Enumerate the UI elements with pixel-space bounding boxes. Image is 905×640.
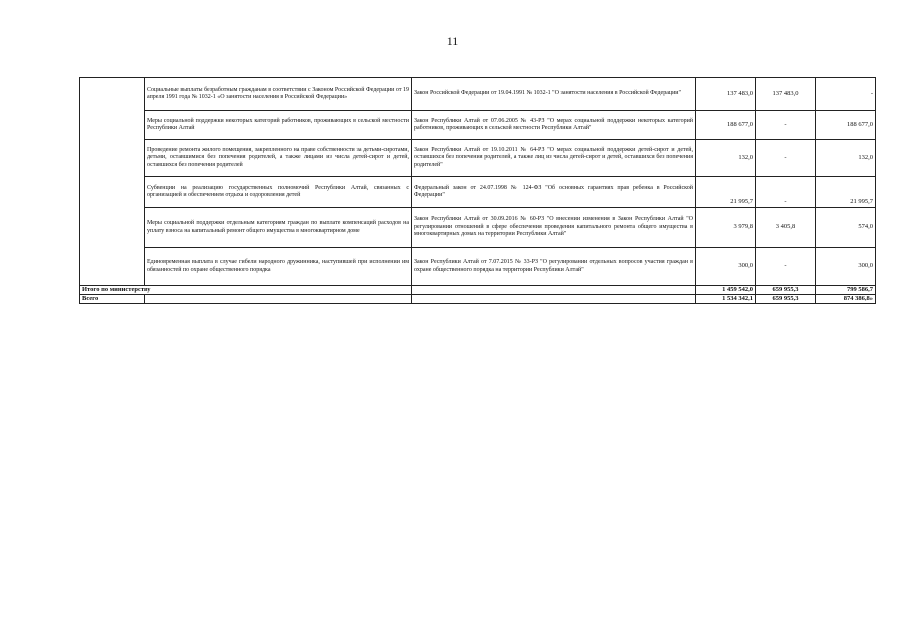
row-description: Проведение ремонта жилого помещения, закрепленного на праве собственности за детьми-сиротами, детьми, оставшимися без попечения родителей, а также лицами из числа детей-сирот и детей, оставшихся без попечения родителей	[145, 140, 412, 177]
row-value-total: 3 979,8	[696, 208, 756, 248]
grand-total-value-regional: 874 386,8»	[816, 295, 876, 304]
table-row	[80, 78, 876, 111]
row-value-federal: 3 405,8	[756, 208, 816, 248]
row-description: Единовременная выплата в случае гибели народного дружинника, наступившей при исполнении им обязанностей по охране общественного порядка	[145, 248, 412, 286]
total-label: Итого по министерству	[80, 286, 412, 295]
row-value-regional: 574,0	[816, 208, 876, 248]
row-law: Федеральный закон от 24.07.1998 № 124-ФЗ "Об основных гарантиях прав ребенка в Российской Федерации"	[412, 177, 696, 208]
row-description: Социальные выплаты безработным гражданам в соответствии с Законом Российской Федерации от 19 апреля 1991 года № 1032-1 «О занятости населения в Российской Федерации»	[145, 78, 412, 111]
table-row	[80, 140, 876, 177]
row-value-total: 132,0	[696, 140, 756, 177]
row-law: Закон Республики Алтай от 19.10.2011 № 64-РЗ "О мерах социальной поддержки детей-сирот и детей, оставшихся без попечения родителей, а также лиц из числа детей-сирот и детей, оставшихся без попечения родителей"	[412, 140, 696, 177]
grand-total-value-federal: 659 955,3	[756, 295, 816, 304]
total-value-regional: 799 586,7	[816, 286, 876, 295]
row-value-regional: -	[816, 78, 876, 111]
budget-table	[79, 77, 876, 304]
total-value-federal: 659 955,3	[756, 286, 816, 295]
grand-total-value-total: 1 534 342,1	[696, 295, 756, 304]
table-row	[80, 208, 876, 248]
table-row-ministry-total	[80, 286, 876, 295]
row-description: Субвенции на реализацию государственных полномочий Республики Алтай, связанных с организацией и обеспечением отдыха и оздоровления детей	[145, 177, 412, 208]
page-number: 11	[446, 34, 459, 48]
row-value-total: 137 483,0	[696, 78, 756, 111]
merged-ministry-cell	[80, 78, 145, 286]
row-value-regional: 132,0	[816, 140, 876, 177]
row-value-regional: 21 995,7	[816, 177, 876, 208]
row-value-regional: 300,0	[816, 248, 876, 286]
row-value-regional: 188 677,0	[816, 111, 876, 140]
grand-total-empty-cell	[145, 295, 412, 304]
row-value-federal: -	[756, 177, 816, 208]
row-value-federal: -	[756, 111, 816, 140]
row-law: Закон Республики Алтай от 07.06.2005 № 43-РЗ "О мерах социальной поддержки некоторых категорий работников, проживающих в сельской местности Республики Алтай"	[412, 111, 696, 140]
row-value-total: 188 677,0	[696, 111, 756, 140]
table-row	[80, 111, 876, 140]
row-law: Закон Республики Алтай от 7.07.2015 № 33-РЗ "О регулировании отдельных вопросов участия граждан в охране общественного порядка на территории Республики Алтай"	[412, 248, 696, 286]
grand-total-label: Всего	[80, 295, 145, 304]
total-value-total: 1 459 542,0	[696, 286, 756, 295]
row-value-total: 300,0	[696, 248, 756, 286]
total-empty-cell	[412, 286, 696, 295]
row-law: Закон Республики Алтай от 30.09.2016 № 60-РЗ "О внесении изменения в Закон Республики Алтай "О регулировании отношений в сфере обеспечения проведения капитального ремонта общего имущества в многоквартирных домах на территории Республики Алтай"	[412, 208, 696, 248]
row-value-federal: -	[756, 140, 816, 177]
row-value-federal: 137 483,0	[756, 78, 816, 111]
row-value-total: 21 995,7	[696, 177, 756, 208]
table-row	[80, 248, 876, 286]
table-row-grand-total	[80, 295, 876, 304]
row-law: Закон Российской Федерации от 19.04.1991 № 1032-1 "О занятости населения в Российской Федерации"	[412, 78, 696, 111]
row-description: Меры социальной поддержки отдельным категориям граждан по выплате компенсаций расходов на уплату взноса на капитальный ремонт общего имущества в многоквартирном доме	[145, 208, 412, 248]
table-row	[80, 177, 876, 208]
row-value-federal: -	[756, 248, 816, 286]
grand-total-empty-cell	[412, 295, 696, 304]
row-description: Меры социальной поддержки некоторых категорий работников, проживающих в сельской местности Республики Алтай	[145, 111, 412, 140]
